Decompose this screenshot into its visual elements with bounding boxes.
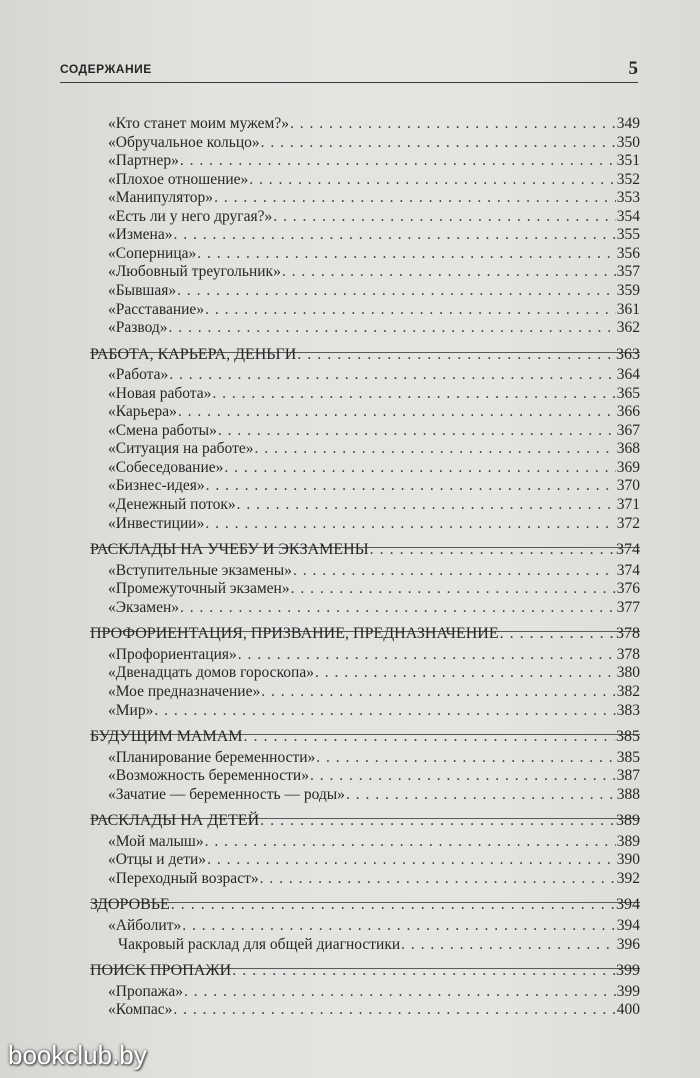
toc-entry-title: РАСКЛАДЫ НА УЧЕБУ И ЭКЗАМЕНЫ (90, 541, 369, 559)
toc-entry-title: «Расставание» (108, 300, 205, 318)
toc-entry (108, 384, 640, 404)
toc-entry (108, 701, 640, 721)
toc-entry-title: ЗДОРОВЬЕ (90, 896, 170, 914)
dot-leader (290, 114, 616, 134)
dot-leader (205, 300, 616, 320)
dot-leader (370, 540, 615, 560)
toc-entry-title: ПРОФОРИЕНТАЦИЯ, ПРИЗВАНИЕ, ПРЕДНАЗНАЧЕНИЕ (90, 625, 499, 643)
toc-entry-page: 364 (616, 366, 640, 384)
toc-entry-title: «Карьера» (108, 403, 177, 421)
toc-entry-title: «Возможность беременности» (108, 767, 309, 785)
toc-entry-title: «Айболит» (108, 917, 182, 934)
toc-entry-page: 377 (616, 598, 640, 616)
toc-entry (108, 850, 640, 870)
toc-entry-title: «Есть ли у него другая?» (108, 207, 273, 225)
toc-entry-title: «Планирование беременности» (108, 748, 316, 766)
toc-entry (108, 682, 640, 702)
dot-leader (178, 402, 616, 422)
dot-leader (238, 645, 616, 665)
toc-entry-title: «Компас» (108, 1001, 173, 1019)
toc-entry-title: «Мир» (108, 701, 154, 719)
dot-leader (182, 916, 616, 936)
dot-leader (291, 579, 616, 599)
dot-leader (154, 701, 615, 721)
toc-entry-title: «Развод» (108, 319, 168, 337)
header-page-number: 5 (628, 58, 638, 79)
dot-leader (261, 682, 616, 702)
toc-entry-page: 383 (616, 701, 640, 719)
toc-entry (108, 916, 640, 936)
toc-entry-title: «Собеседование» (108, 458, 224, 476)
toc-entry-title: «Кто станет моим мужем?» (108, 115, 289, 132)
dot-leader (218, 421, 616, 441)
toc-entry-title: «Обручальное кольцо» (108, 133, 260, 151)
toc-entry-title: «Бывшая» (108, 281, 177, 299)
toc-entry (108, 318, 640, 338)
toc-entry (108, 439, 640, 459)
toc-entry-page: 396 (616, 935, 640, 953)
toc-entry (108, 748, 640, 768)
toc-entry-title: «Пропажа» (108, 982, 183, 1000)
toc-entry-page: 376 (616, 580, 640, 598)
toc-entry-page: 394 (616, 896, 640, 914)
dot-leader (273, 207, 615, 227)
toc-entry-page: 382 (616, 682, 640, 700)
dot-leader (260, 869, 616, 889)
toc-entry (108, 869, 640, 889)
toc-entry-title: «Вступительные экзамены» (108, 561, 292, 579)
toc-entry (108, 365, 640, 385)
dot-leader (197, 244, 615, 264)
dot-leader (180, 151, 616, 171)
toc-section-heading (90, 540, 640, 560)
toc-entry-title: «Плохое отношение» (108, 170, 249, 188)
dot-leader (255, 439, 616, 459)
toc-entry-page: 356 (616, 244, 640, 262)
toc-entry (108, 281, 640, 301)
dot-leader (177, 281, 616, 301)
toc-entry-page: 400 (616, 1001, 640, 1019)
toc-entry (108, 495, 640, 515)
toc-section-heading (90, 727, 640, 747)
toc-entry-page: 374 (616, 541, 640, 559)
toc-entry-page: 399 (616, 962, 640, 980)
dot-leader (173, 225, 615, 245)
toc-section-heading (90, 895, 640, 915)
header-title: СОДЕРЖАНИЕ (60, 62, 152, 76)
toc-entry-page: 353 (616, 189, 640, 207)
dot-leader (261, 133, 616, 153)
dot-leader (297, 345, 615, 365)
toc-entry (108, 458, 640, 478)
toc-entry-title: «Денежный поток» (108, 496, 236, 513)
toc-entry-page: 368 (616, 440, 640, 458)
toc-entry (108, 225, 640, 245)
dot-leader (260, 811, 615, 831)
dot-leader (169, 365, 615, 385)
dot-leader (237, 495, 616, 515)
toc-entry-page: 366 (616, 403, 640, 421)
toc-entry (108, 561, 640, 581)
toc-entry-page: 370 (616, 477, 640, 495)
toc-entry-title: «Переходный возраст» (108, 869, 259, 887)
dot-leader (346, 785, 616, 805)
toc-entry-page: 367 (616, 421, 640, 439)
dot-leader (169, 318, 616, 338)
toc-entry-title: «Мой малыш» (108, 832, 204, 850)
toc-entry-page: 385 (616, 748, 640, 766)
toc-entry-page: 378 (616, 625, 640, 643)
toc-entry-page: 385 (616, 728, 640, 746)
dot-leader (315, 663, 616, 683)
toc-entry-title: «Инвестиции» (108, 514, 205, 532)
toc-entry-page: 372 (616, 514, 640, 532)
dot-leader (500, 624, 615, 644)
toc-entry-title: РАСКЛАДЫ НА ДЕТЕЙ (90, 812, 260, 830)
toc-entry-page: 354 (616, 207, 640, 225)
toc-entry-title: «Работа» (108, 366, 169, 384)
toc-entry (108, 188, 640, 208)
dot-leader (184, 982, 616, 1002)
toc-entry-title: ПОИСК ПРОПАЖИ (90, 962, 232, 980)
toc-entry (108, 832, 640, 852)
toc-entry (108, 402, 640, 422)
toc-entry-page: 399 (616, 982, 640, 1000)
toc-entry-title: «Зачатие — беременность — роды» (108, 785, 345, 803)
toc-entry-page: 388 (616, 785, 640, 803)
dot-leader (173, 1000, 615, 1020)
toc-entry-page: 351 (616, 152, 640, 170)
dot-leader (205, 832, 616, 852)
toc-entry-page: 350 (616, 133, 640, 151)
toc-entry-page: 352 (616, 170, 640, 188)
dot-leader (214, 188, 616, 208)
dot-leader (282, 262, 616, 282)
toc-entry-page: 361 (616, 300, 640, 318)
dot-leader (249, 170, 615, 190)
toc-entry-title: «Экзамен» (108, 598, 180, 616)
toc-entry-page: 378 (616, 645, 640, 663)
toc-entry-title: «Партнер» (108, 152, 179, 170)
toc-entry-title: «Манипулятор» (108, 189, 214, 207)
toc-entry (118, 935, 640, 955)
toc-entry-title: БУДУЩИМ МАМАМ (90, 728, 243, 746)
toc-entry (108, 244, 640, 264)
toc-entry-title: «Промежуточный экзамен» (108, 580, 290, 598)
toc-entry-title: «Новая работа» (108, 384, 212, 402)
toc-entry-title: «Соперница» (108, 244, 197, 262)
dot-leader (180, 598, 616, 618)
toc-entry-page: 357 (616, 263, 640, 281)
toc-entry-page: 349 (616, 115, 640, 132)
toc-entry-page: 359 (616, 281, 640, 299)
toc-entry (108, 785, 640, 805)
toc-entry (108, 766, 640, 786)
toc-entry-page: 389 (616, 832, 640, 850)
toc-entry (108, 133, 640, 153)
toc-entry (108, 151, 640, 171)
toc-entry (108, 579, 640, 599)
dot-leader (205, 514, 615, 534)
toc-section-heading (90, 811, 640, 831)
toc-entry-title: «Профориентация» (108, 645, 237, 663)
dot-leader (401, 935, 616, 955)
dot-leader (243, 727, 615, 747)
watermark: bookclub.by (8, 1040, 147, 1070)
toc-entry-title: «Любовный треугольник» (108, 263, 281, 281)
toc-entry-title: «Ситуация на работе» (108, 440, 254, 458)
dot-leader (206, 476, 616, 496)
toc-entry-page: 392 (616, 869, 640, 887)
toc-section-heading (90, 345, 640, 365)
toc-entry (108, 645, 640, 665)
dot-leader (232, 961, 615, 981)
toc-entry-page: 363 (616, 345, 640, 363)
toc-entry (108, 114, 640, 134)
toc-entry-title: «Смена работы» (108, 421, 217, 439)
toc-entry (108, 598, 640, 618)
toc-entry (108, 476, 640, 496)
toc-entry-page: 380 (616, 664, 640, 682)
toc-entry-page: 371 (616, 496, 640, 513)
toc-entry-page: 390 (616, 851, 640, 869)
dot-leader (207, 850, 616, 870)
toc-entry (108, 514, 640, 534)
toc-entry-page: 387 (616, 767, 640, 785)
toc-entry (108, 982, 640, 1002)
toc-entry-page: 389 (616, 812, 640, 830)
toc-section-heading (90, 624, 640, 644)
toc-entry-title: «Мое предназначение» (108, 682, 261, 700)
toc-entry (108, 262, 640, 282)
toc-entry-title: «Измена» (108, 226, 173, 244)
dot-leader (316, 748, 615, 768)
toc-entry-page: 374 (616, 561, 640, 579)
dot-leader (293, 561, 616, 581)
toc-entry (108, 170, 640, 190)
dot-leader (310, 766, 616, 786)
toc-entry-title: Чакровый расклад для общей диагностики (118, 935, 401, 953)
toc-entry (108, 663, 640, 683)
toc-entry-page: 355 (616, 226, 640, 244)
toc-entry (108, 300, 640, 320)
toc-entry-title: РАБОТА, КАРЬЕРА, ДЕНЬГИ (90, 345, 297, 363)
toc-entry-page: 369 (616, 458, 640, 476)
toc-entry-title: «Бизнес-идея» (108, 477, 205, 495)
toc-section-heading (90, 961, 640, 981)
toc-entry (108, 207, 640, 227)
dot-leader (212, 384, 615, 404)
toc-entry-page: 365 (616, 384, 640, 402)
toc-entry-page: 362 (616, 319, 640, 337)
running-header (60, 58, 638, 83)
toc-entry (108, 421, 640, 441)
toc-entry-title: «Отцы и дети» (108, 851, 207, 869)
toc-entry-title: «Двенадцать домов гороскопа» (108, 664, 314, 682)
toc-entry (108, 1000, 640, 1020)
toc-entry-page: 394 (616, 917, 640, 934)
dot-leader (171, 895, 615, 915)
dot-leader (224, 458, 615, 478)
